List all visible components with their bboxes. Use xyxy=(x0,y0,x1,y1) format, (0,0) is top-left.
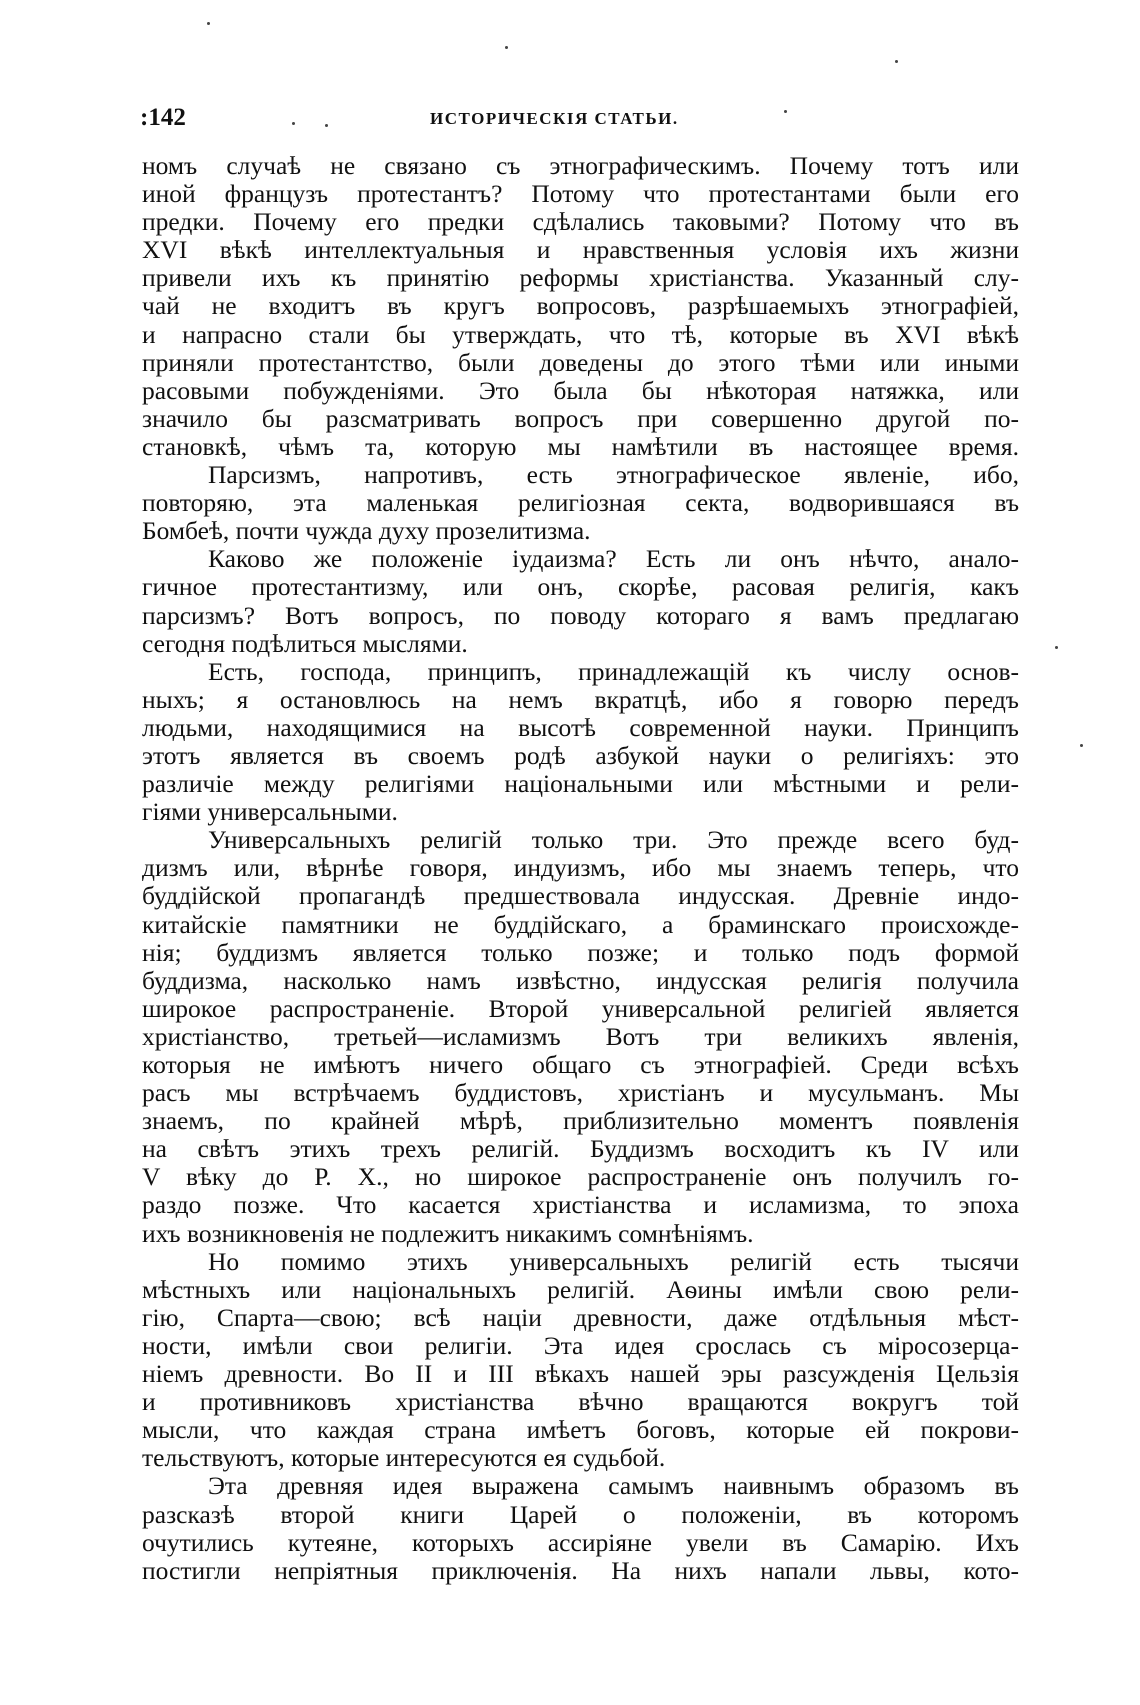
text-line: китайскіе памятники не буддійскаго, а браминскаго происхожде- xyxy=(142,910,1019,939)
text-line: расъ мы встрѣчаемъ буддистовъ, христіанъ и мусульманъ. Мы xyxy=(142,1079,1019,1108)
text-line: Эта древняя идея выражена самымъ наивнымъ образомъ въ xyxy=(208,1472,1019,1501)
text-line: гіями универсальными. xyxy=(142,798,398,827)
text-line: гію, Спарта—свою; всѣ націи древности, даже отдѣльныя мѣст- xyxy=(142,1303,1019,1332)
print-speck xyxy=(505,46,508,49)
text-line: дизмъ или, вѣрнѣе говоря, индуизмъ, ибо мы знаемъ теперь, что xyxy=(142,854,1019,883)
text-line: приняли протестантство, были доведены до этого тѣми или иными xyxy=(142,348,1019,377)
print-speck xyxy=(895,60,898,63)
text-line: различіе между религіями національными или мѣстными и рели- xyxy=(142,770,1019,799)
text-line: ихъ возникновенія не подлежитъ никакимъ сомнѣніямъ. xyxy=(142,1219,754,1248)
text-line: расовыми побужденіями. Это была бы нѣкоторая натяжка, или xyxy=(142,376,1019,405)
text-line: Есть, господа, принципъ, принадлежащій къ числу основ- xyxy=(208,657,1019,686)
text-line: знаемъ, по крайней мѣрѣ, приблизительно моментъ появленія xyxy=(142,1107,1019,1136)
text-line: христіанство, третьей—исламизмъ Вотъ три великихъ явленія, xyxy=(142,1022,1019,1051)
text-line: сегодня подѣлиться мыслями. xyxy=(142,629,468,658)
text-line: и напрасно стали бы утверждать, что тѣ, которые въ XVI вѣкѣ xyxy=(142,320,1019,349)
text-line: XVI вѣкѣ интеллектуальныя и нравственныя условія ихъ жизни xyxy=(142,236,1019,265)
text-line: буддизма, насколько намъ извѣстно, индусская религія получила xyxy=(142,966,1019,995)
body-text xyxy=(142,152,1019,1585)
text-line: Но помимо этихъ универсальныхъ религій есть тысячи xyxy=(208,1247,1019,1276)
text-line: предки. Почему его предки сдѣлались таковыми? Потому что въ xyxy=(142,208,1019,237)
page-header xyxy=(140,104,1020,140)
text-line: мысли, что каждая страна имѣетъ боговъ, которые ей покрови- xyxy=(142,1416,1019,1445)
page-number: :142 xyxy=(140,104,186,131)
text-line: значило бы разсматривать вопросъ при совершенно другой по- xyxy=(142,404,1019,433)
text-line: тельствуютъ, которые интересуются ея судьбой. xyxy=(142,1444,666,1473)
text-line: Универсальныхъ религій только три. Это прежде всего буд- xyxy=(208,826,1019,855)
text-line: очутились кутеяне, которыхъ ассиріяне увели въ Самарію. Ихъ xyxy=(142,1528,1019,1557)
text-line: ныхъ; я остановлюсь на немъ вкратцѣ, ибо я говорю передъ xyxy=(142,685,1019,714)
print-speck xyxy=(207,22,210,25)
text-line: которыя не имѣютъ ничего общаго съ этнографіей. Среди всѣхъ xyxy=(142,1051,1019,1079)
text-line: и противниковъ христіанства вѣчно вращаются вокругъ той xyxy=(142,1388,1019,1417)
text-line: постигли непріятныя приключенія. На нихъ напали львы, кото- xyxy=(142,1556,1019,1585)
text-line: Парсизмъ, напротивъ, есть этнографическое явленіе, ибо, xyxy=(208,461,1019,490)
text-line: мѣстныхъ или національныхъ религій. Аѳины имѣли свою рели- xyxy=(142,1275,1019,1304)
text-line: разсказѣ второй книги Царей о положеніи, въ которомъ xyxy=(142,1500,1019,1529)
text-line: иной французъ протестантъ? Потому что протестантами были его xyxy=(142,180,1019,209)
text-line: на свѣтъ этихъ трехъ религій. Буддизмъ восходитъ къ IV или xyxy=(142,1135,1019,1164)
text-line: раздо позже. Что касается христіанства и исламизма, то эпоха xyxy=(142,1191,1019,1220)
print-speck xyxy=(1080,744,1083,747)
text-line: этотъ является въ своемъ родѣ азбукой науки о религіяхъ: это xyxy=(142,741,1019,770)
text-line: буддійской пропагандѣ предшествовала индусская. Древніе индо- xyxy=(142,882,1019,911)
text-line: Бомбеѣ, почти чужда духу прозелитизма. xyxy=(142,517,591,546)
running-title: ИСТОРИЧЕСКІЯ СТАТЬИ. xyxy=(430,109,679,128)
text-line: чай не входитъ въ кругъ вопросовъ, разрѣшаемыхъ этнографіей, xyxy=(142,292,1019,321)
text-line: V вѣку до Р. Х., но широкое распространеніе онъ получилъ го- xyxy=(142,1163,1019,1192)
text-line: ніемъ древности. Во II и III вѣкахъ нашей эры разсужденія Цельзія xyxy=(142,1360,1019,1389)
print-speck xyxy=(1055,646,1058,649)
text-line: ности, имѣли свои религіи. Эта идея срослась съ міросозерца- xyxy=(142,1331,1019,1360)
text-line: становкѣ, чѣмъ та, которую мы намѣтили въ настоящее время. xyxy=(142,432,1019,461)
text-line: повторяю, эта маленькая религіозная секта, водворившаяся въ xyxy=(142,489,1019,518)
text-line: парсизмъ? Вотъ вопросъ, по поводу котораго я вамъ предлагаю xyxy=(142,601,1019,630)
text-line: широкое распространеніе. Второй универсальной религіей является xyxy=(142,994,1019,1023)
text-line: людьми, находящимися на высотѣ современной науки. Принципъ xyxy=(142,713,1019,742)
text-line: привели ихъ къ принятію реформы христіанства. Указанный слу- xyxy=(142,264,1019,293)
text-line: Каково же положеніе іудаизма? Есть ли онъ нѣчто, анало- xyxy=(208,545,1019,574)
text-line: гичное протестантизму, или онъ, скорѣе, расовая религія, какъ xyxy=(142,573,1019,602)
text-line: нія; буддизмъ является только позже; и только подъ формой xyxy=(142,938,1019,967)
text-line: номъ случаѣ не связано съ этнографическимъ. Почему тотъ или xyxy=(142,152,1019,180)
